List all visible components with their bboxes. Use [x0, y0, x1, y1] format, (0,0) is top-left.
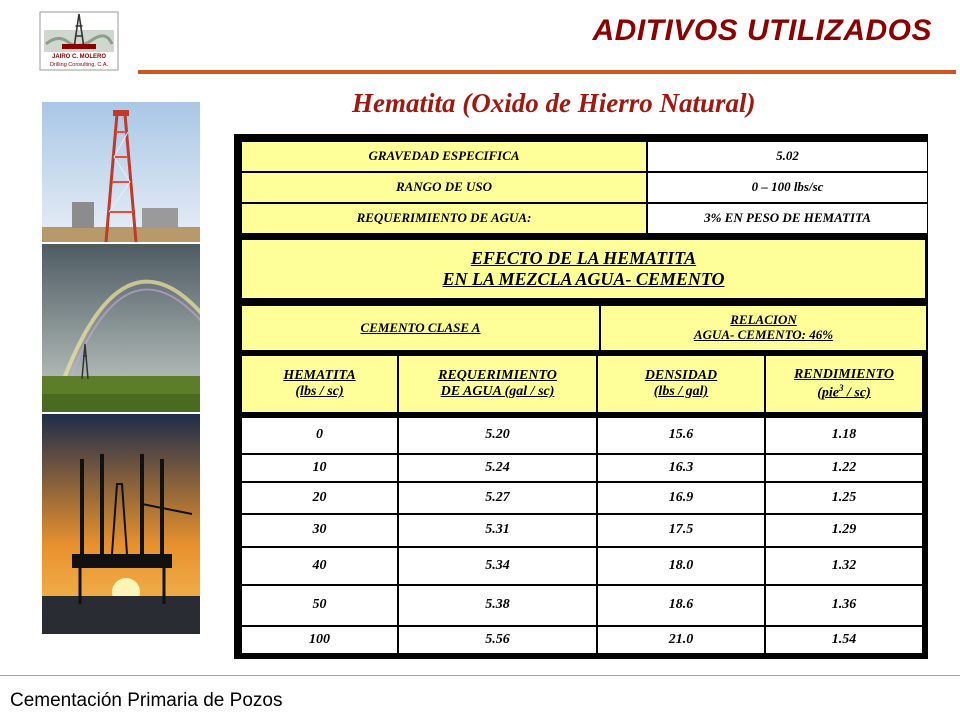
table-cell: 5.34	[399, 548, 596, 584]
table-cell: 1.25	[766, 483, 922, 513]
col-rendimiento-unit: (pie$^3$ / sc)	[817, 382, 871, 401]
table-row	[234, 483, 928, 514]
table-cell: 16.9	[598, 483, 764, 513]
property-row	[234, 204, 928, 234]
table-cell: 1.18	[766, 418, 922, 453]
table-row	[234, 627, 928, 654]
table-row	[234, 515, 928, 547]
table-row	[234, 548, 928, 585]
table-cell: 18.0	[598, 548, 764, 584]
table-cell: 15.6	[598, 418, 764, 453]
cement-class-label: CEMENTO CLASE A	[360, 319, 481, 335]
table-cell: 1.29	[766, 515, 922, 546]
table-cell: 1.22	[766, 455, 922, 481]
table-cell: 5.24	[399, 455, 596, 481]
table-cell: 16.3	[598, 455, 764, 481]
page-title: ADITIVOS UTILIZADOS	[592, 14, 932, 47]
page-subtitle: Hematita (Oxido de Hierro Natural)	[352, 88, 756, 118]
table-cell: 5.56	[399, 627, 596, 653]
table-cell: 21.0	[598, 627, 764, 653]
effect-line-1: EFECTO DE LA HEMATITA	[470, 248, 697, 269]
ratio-label-1: RELACION	[730, 312, 797, 328]
col-hematita-unit: (lbs / sc)	[295, 384, 344, 399]
offshore-platform-photo	[42, 414, 200, 634]
table-cell: 50	[242, 586, 397, 625]
table-cell: 5.27	[399, 483, 596, 513]
col-requerimiento: REQUERIMIENTO	[438, 367, 557, 383]
table-row	[234, 418, 928, 454]
property-value: 3% EN PESO DE HEMATITA	[648, 204, 927, 233]
table-cell: 5.20	[399, 418, 596, 453]
company-logo	[38, 10, 120, 72]
hematite-table	[234, 134, 928, 659]
col-hematita: HEMATITA	[283, 367, 356, 383]
property-value: 5.02	[648, 142, 927, 171]
footer-text: Cementación Primaria de Pozos	[10, 690, 283, 711]
col-requerimiento-unit: DE AGUA (gal / sc)	[440, 384, 555, 399]
effect-header	[234, 240, 928, 298]
table-cell: 10	[242, 455, 397, 481]
ratio-label-2: AGUA- CEMENTO: 46%	[693, 327, 834, 342]
logo-text-1: JAIRO C. MOLERO	[51, 54, 107, 60]
table-cell: 17.5	[598, 515, 764, 546]
table-cell: 30	[242, 515, 397, 546]
col-densidad-unit: (lbs / gal)	[653, 384, 709, 399]
col-rendimiento: RENDIMIENTO	[793, 366, 895, 382]
rainbow-field-photo	[42, 244, 200, 412]
table-cell: 100	[242, 627, 397, 653]
table-cell: 5.38	[399, 586, 596, 625]
table-cell: 18.6	[598, 586, 764, 625]
cement-row	[234, 306, 928, 350]
property-value: 0 – 100 lbs/sc	[648, 173, 927, 202]
col-densidad: DENSIDAD	[644, 367, 718, 383]
footer-rule	[0, 675, 960, 676]
table-cell: 1.32	[766, 548, 922, 584]
table-cell: 0	[242, 418, 397, 453]
column-header-row	[234, 356, 928, 412]
table-cell: 1.54	[766, 627, 922, 653]
table-cell: 5.31	[399, 515, 596, 546]
drilling-rig-photo	[42, 102, 200, 242]
property-label: GRAVEDAD ESPECIFICA	[242, 142, 646, 171]
property-label: REQUERIMIENTO DE AGUA:	[242, 204, 646, 233]
property-row	[234, 173, 928, 203]
table-cell: 40	[242, 548, 397, 584]
table-cell: 20	[242, 483, 397, 513]
logo-text-2: Drilling Consulting, C.A.	[49, 62, 109, 68]
table-row	[234, 586, 928, 626]
effect-line-2: EN LA MEZCLA AGUA- CEMENTO	[442, 269, 725, 289]
property-label: RANGO DE USO	[242, 173, 646, 202]
table-cell: 1.36	[766, 586, 922, 625]
table-row	[234, 455, 928, 482]
title-rule	[138, 70, 956, 74]
property-row	[234, 142, 928, 172]
